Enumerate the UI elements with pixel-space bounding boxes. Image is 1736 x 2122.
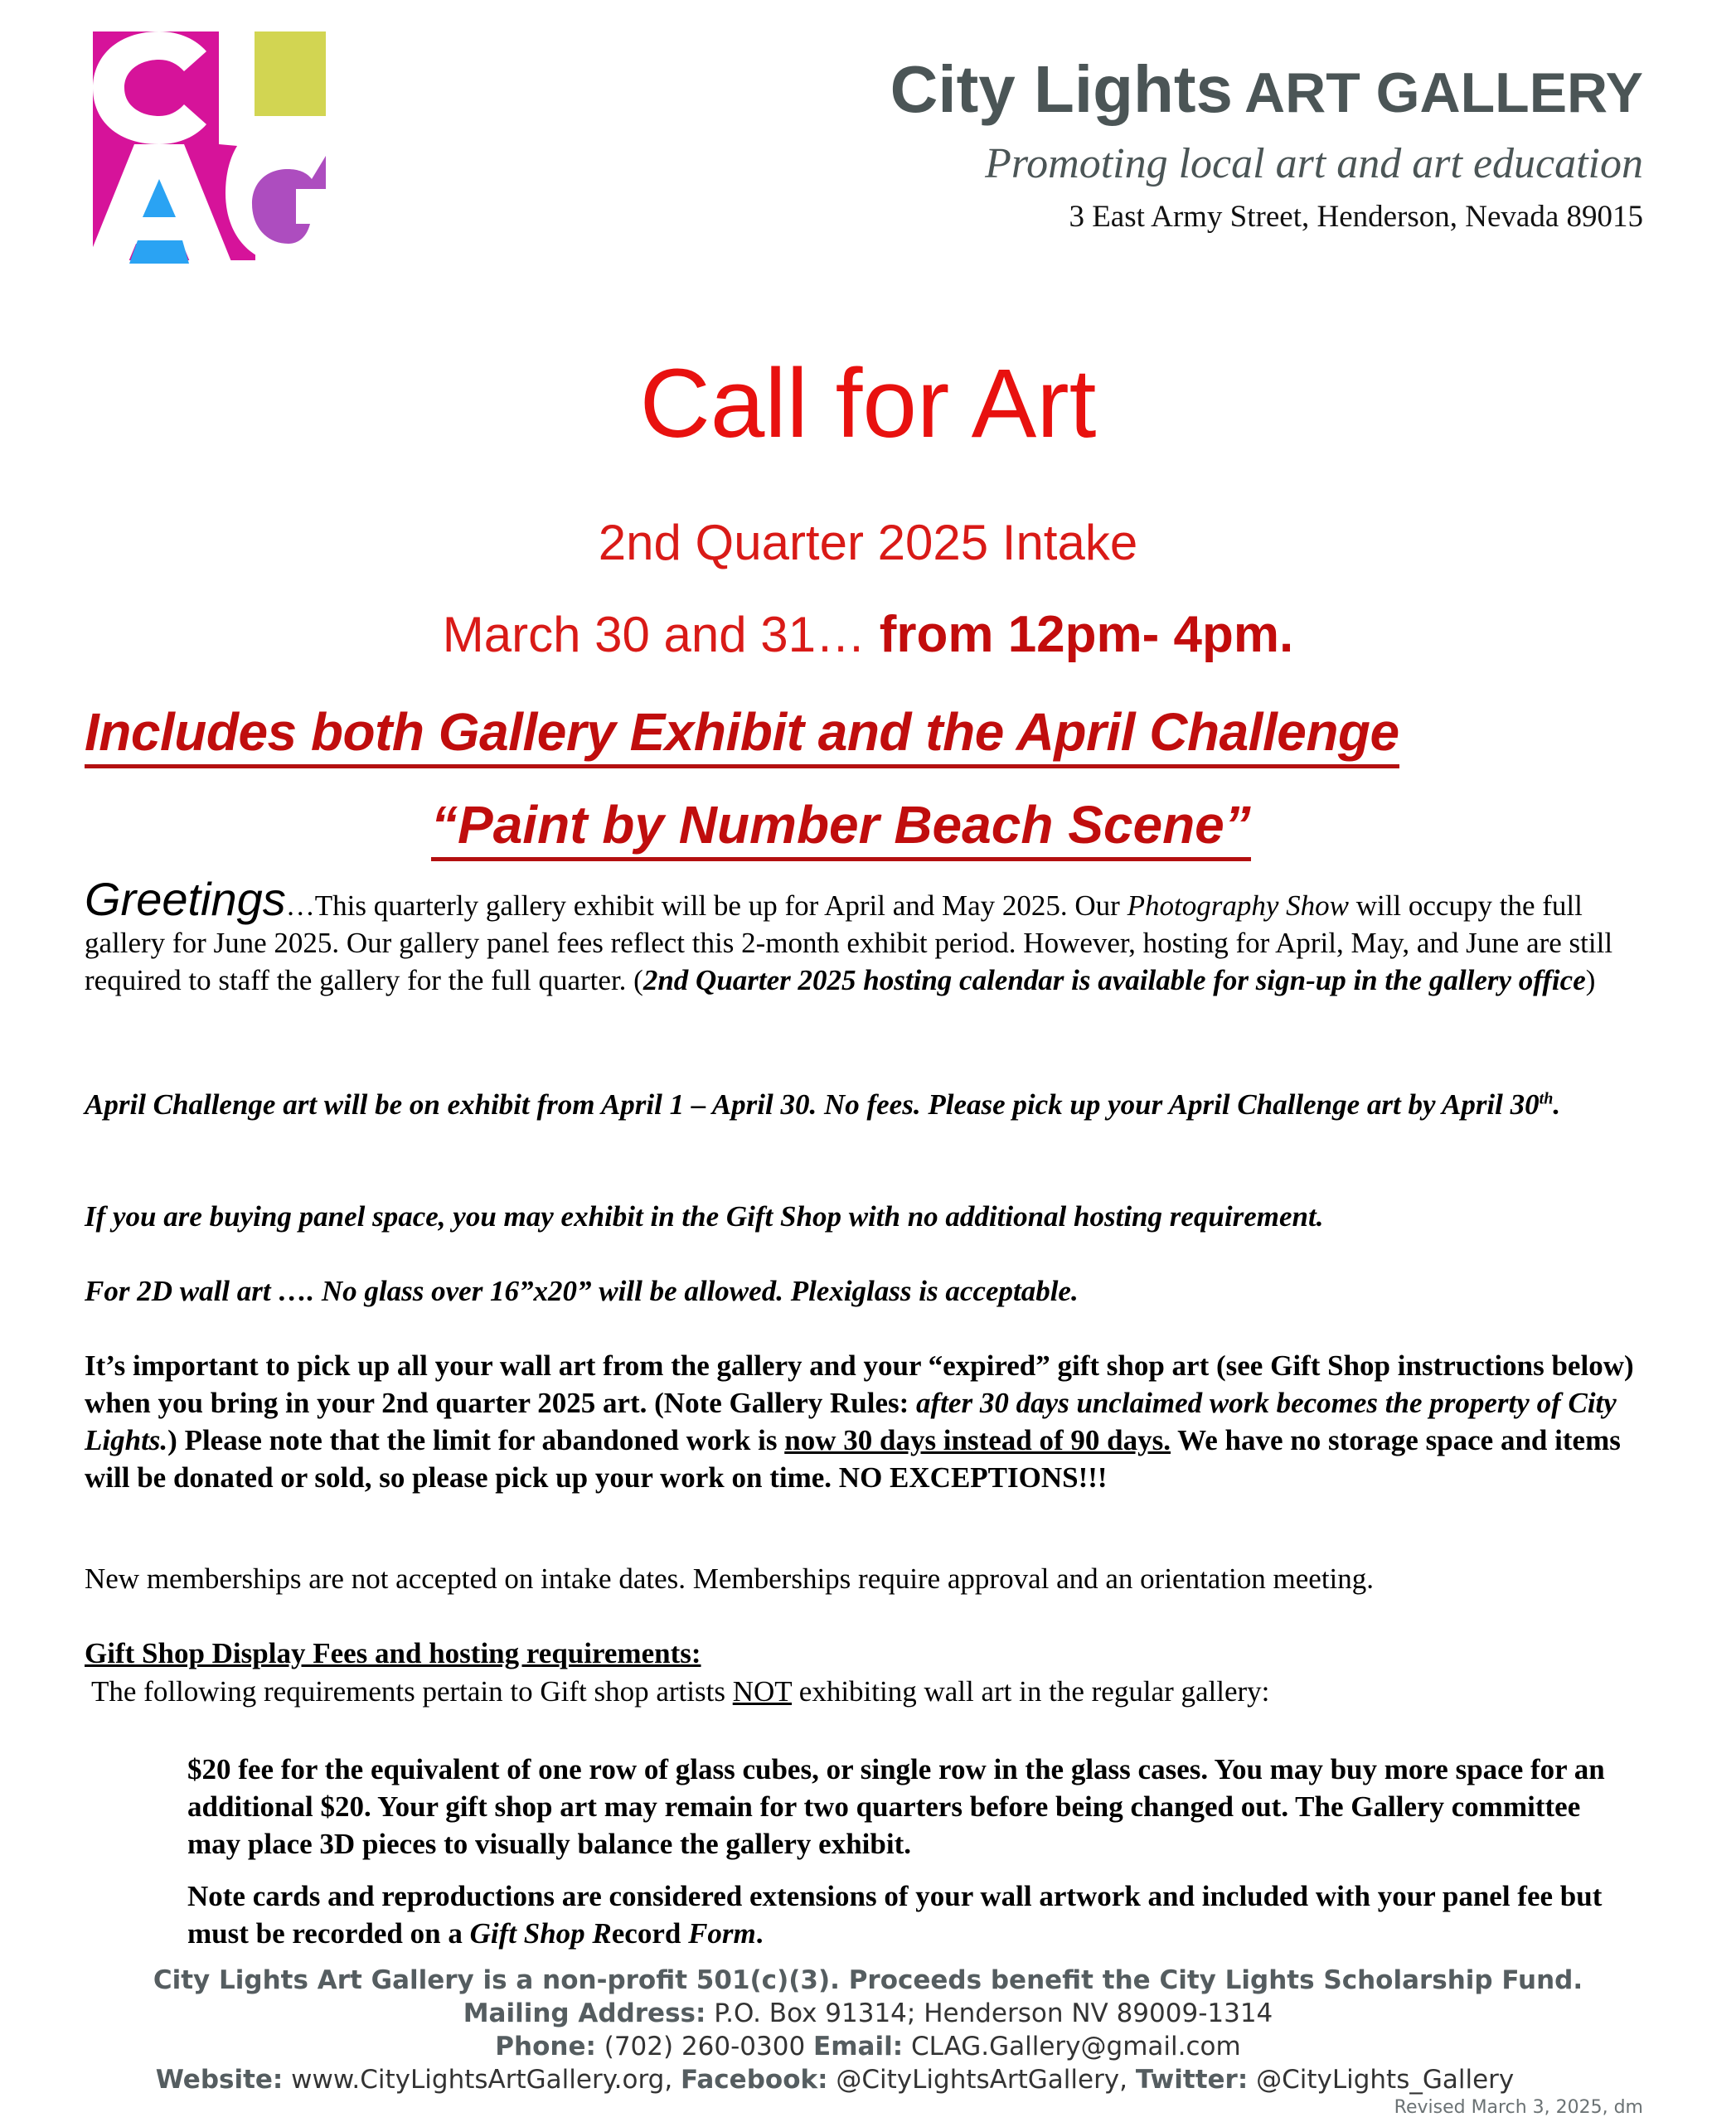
april-text: April Challenge art will be on exhibit from April 1 – April 30. No fees. Please pick up your April Challenge art by April 30 (85, 1088, 1540, 1121)
gift-shop-fee-paragraph: $20 fee for the equivalent of one row of glass cubes, or single row in the glass cases. You may buy more space for an additional $20. Your gift shop art may remain for two quarters before being changed out. The Gallery committee may place 3D pieces to visually balance the gallery exhibit. (187, 1753, 1605, 1860)
april-sup: th (1539, 1089, 1554, 1108)
important-text-5: We have no storage space and items will be donated or sold, so please pick up your work on time. NO EXCEPTIONS!!! (85, 1424, 1621, 1494)
twitter-link[interactable]: @CityLights_Gallery (1248, 2065, 1515, 2095)
footer-contact (0, 2034, 1736, 2060)
revised-date: Revised March 3, 2025, dm (1394, 2097, 1643, 2118)
gift-sub-text-2: exhibiting wall art in the regular gallery: (792, 1675, 1270, 1708)
page-title: Call for Art (639, 349, 1097, 458)
footer-mailing (0, 1998, 1736, 2028)
phone-value[interactable]: (702) 260-0300 (595, 2032, 814, 2061)
facebook-link[interactable]: @CityLightsArtGallery, (827, 2065, 1136, 2095)
gallery-address: 3 East Army Street, Henderson, Nevada 89015 (1069, 200, 1643, 234)
important-text-3: ) Please note that the limit for abandoned work is (167, 1424, 785, 1456)
intake-dates-hours: from 12pm- 4pm. (879, 606, 1294, 663)
april-challenge-paragraph (85, 1086, 1643, 1123)
challenge-theme: “Paint by Number Beach Scene” (431, 796, 1251, 861)
important-rule-italic: after 30 days unclaimed work becomes the property of City Lights. (85, 1387, 1617, 1456)
gallery-name (890, 51, 1643, 128)
includes-heading: Includes both Gallery Exhibit and the April Challenge (85, 703, 1399, 768)
footer-social (0, 2067, 1703, 2093)
intake-dates-days: March 30 and 31… (442, 607, 880, 662)
panel-space-paragraph: If you are buying panel space, you may exhibit in the Gift Shop with no additional hosting requirement. (85, 1200, 1324, 1233)
cards-form-italic: Form (688, 1917, 756, 1950)
website-link[interactable]: www.CityLightsArtGallery.org, (283, 2065, 681, 2095)
pickup-important-paragraph (85, 1347, 1643, 1496)
email-link[interactable]: CLAG.Gallery@gmail.com (903, 2032, 1241, 2061)
greeting-word: Greetings (85, 873, 286, 925)
gift-shop-heading: Gift Shop Display Fees and hosting requirements: (85, 1637, 701, 1669)
mailing-value: P.O. Box 91314; Henderson NV 89009-1314 (706, 1998, 1273, 2028)
gift-shop-subheading (91, 1673, 1650, 1710)
greeting-photography-show: Photography Show (1127, 889, 1349, 922)
phone-label: Phone: (495, 2032, 596, 2061)
gallery-tagline: Promoting local art and art education (985, 140, 1643, 187)
logo-lime-square (255, 31, 326, 116)
important-limit-underline: now 30 days instead of 90 days. (784, 1424, 1171, 1456)
twitter-label: Twitter: (1135, 2065, 1249, 2095)
greeting-text-1: …This quarterly gallery exhibit will be up for April and May 2025. Our (285, 889, 1127, 922)
website-label: Website: (155, 2065, 284, 2095)
greeting-hosting-calendar: 2nd Quarter 2025 hosting calendar is available for sign-up in the gallery office (643, 964, 1586, 996)
note-cards-paragraph (187, 1877, 1630, 1952)
clag-logo (93, 31, 330, 265)
intake-subtitle: 2nd Quarter 2025 Intake (598, 515, 1138, 570)
gallery-name-part2: ART GALLERY (1244, 61, 1643, 124)
footer-nonprofit: City Lights Art Gallery is a non-profit 501(c)(3). Proceeds benefit the City Lights Scholarship Fund. (153, 1965, 1583, 1995)
wall-art-glass-paragraph: For 2D wall art …. No glass over 16”x20” will be allowed. Plexiglass is acceptable. (85, 1275, 1079, 1307)
cards-gift-shop-italic: Gift Shop R (469, 1917, 612, 1950)
greeting-text-5: ) (1585, 964, 1596, 996)
email-label: Email: (813, 2032, 904, 2061)
april-end: . (1553, 1088, 1561, 1121)
membership-paragraph: New memberships are not accepted on intake dates. Memberships require approval and an orientation meeting. (85, 1562, 1375, 1595)
cards-end: . (755, 1917, 764, 1950)
gift-sub-not: NOT (732, 1675, 793, 1708)
intake-dates (0, 606, 1736, 663)
greeting-paragraph (85, 873, 1643, 999)
facebook-label: Facebook: (681, 2065, 828, 2095)
logo-a-blue-bottom (129, 240, 189, 264)
gift-sub-text-1: The following requirements pertain to Gift shop artists (91, 1675, 733, 1708)
important-text-1: It’s important to pick up all your wall art from the gallery and your “expired” gift shop art (see Gift Shop instructions below) when you bring in your 2nd quarter 2025 art. (Note Gallery Rules: (85, 1349, 1634, 1419)
gallery-name-part1: City Lights (890, 52, 1233, 126)
cards-text-1: Note cards and reproductions are considered extensions of your wall artwork and included with your panel fee but must be recorded on a (187, 1880, 1603, 1950)
mailing-label: Mailing Address: (463, 1998, 706, 2028)
cards-record: ecord (611, 1917, 689, 1950)
greeting-text-3: will occupy the full gallery for June 2025. Our gallery panel fees reflect this 2-month exhibit period. However, hosting for April, May, and June are still required to staff the gallery for the full quarter. ( (85, 889, 1613, 996)
